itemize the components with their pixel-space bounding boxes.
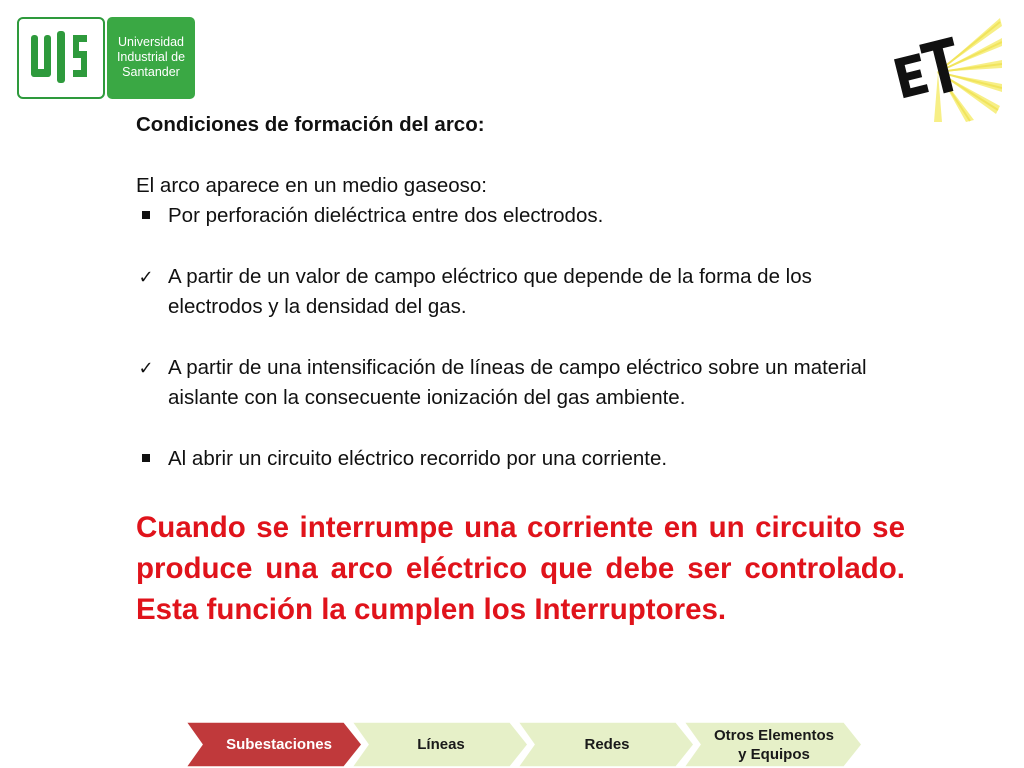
university-name-line: Universidad bbox=[117, 35, 184, 49]
university-name-line: Santander bbox=[122, 65, 180, 79]
spacer bbox=[136, 140, 906, 171]
spacer bbox=[136, 413, 906, 444]
list-item-text: Al abrir un circuito eléctrico recorrido por una corriente. bbox=[168, 447, 668, 470]
square-bullet-icon bbox=[136, 201, 156, 231]
intro-text: El arco aparece en un medio gaseoso: bbox=[136, 174, 488, 197]
check-icon: ✓ bbox=[138, 267, 154, 287]
list-item bbox=[136, 444, 906, 474]
et-badge-logo bbox=[876, 14, 1002, 122]
list-item bbox=[136, 262, 906, 322]
university-name-box bbox=[107, 17, 195, 99]
square-bullet-icon bbox=[136, 444, 156, 474]
nav-step-lineas[interactable] bbox=[352, 722, 530, 767]
uis-logo bbox=[17, 17, 195, 99]
spacer bbox=[136, 231, 906, 262]
nav-step-label: Subestaciones bbox=[226, 736, 332, 753]
university-name-line: Industrial de bbox=[116, 50, 186, 64]
slide-body bbox=[136, 110, 906, 474]
nav-step-label-line: Otros Elementos bbox=[713, 726, 835, 744]
nav-step-label: Líneas bbox=[417, 736, 465, 753]
nav-step-redes[interactable] bbox=[518, 722, 696, 767]
check-icon: ✓ bbox=[138, 358, 154, 378]
uis-monogram-logo bbox=[17, 17, 105, 99]
nav-step-otros-elementos[interactable] bbox=[684, 722, 864, 767]
nav-step-label: Redes bbox=[584, 736, 630, 753]
list-item-text: Por perforación dieléctrica entre dos electrodos. bbox=[168, 204, 604, 227]
nav-step-subestaciones[interactable] bbox=[186, 722, 364, 767]
list-item-text: A partir de un valor de campo eléctrico que depende de la forma de los electrodos y la densidad del gas. bbox=[168, 265, 812, 318]
list-item bbox=[136, 201, 906, 231]
list-item-text: A partir de una intensificación de líneas de campo eléctrico sobre un material aislante con la consecuente ionización del gas ambiente. bbox=[168, 356, 867, 409]
nav-step-label bbox=[684, 722, 864, 767]
section-heading: Condiciones de formación del arco: bbox=[136, 113, 485, 136]
conclusion-text: Cuando se interrumpe una corriente en un circuito se produce una arco eléctrico que debe ser controlado. Esta función la cumplen los Interruptores. bbox=[136, 511, 905, 626]
section-nav bbox=[186, 722, 866, 767]
spacer bbox=[136, 322, 906, 353]
list-item bbox=[136, 353, 906, 413]
nav-step-label-line: y Equipos bbox=[738, 745, 810, 763]
